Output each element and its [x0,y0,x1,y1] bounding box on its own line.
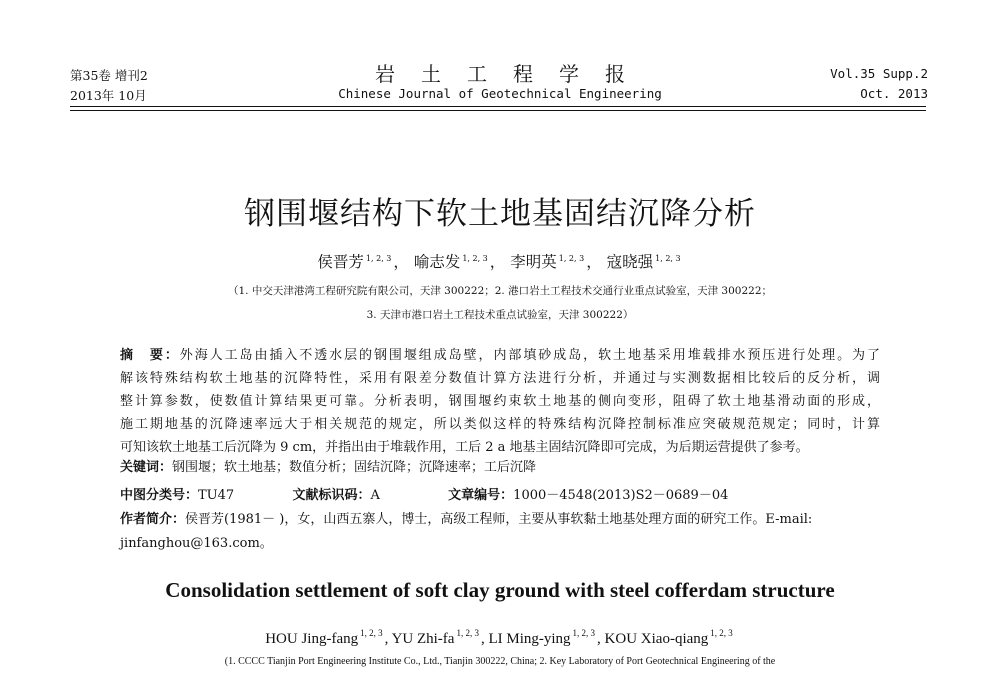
keywords-text: 钢围堰；软土地基；数值分析；固结沉降；沉降速率；工后沉降 [172,460,537,475]
header-rule-thick [70,106,926,107]
author-intro-text: 侯晋芳(1981－ )，女，山西五寨人，博士，高级工程师，主要从事软黏土地基处理方面的研究工作。E-mail: [185,512,813,527]
author-affiliation-marker: 1, 2, 3 [360,628,383,638]
author-email: jinfanghou@163.com。 [120,536,273,551]
abstract-line: 解该特殊结构软土地基的沉降特性，采用有限差分数值计算方法进行分析，并通过与实测数据相比较后的反分析，调 [120,371,880,386]
author-intro [120,508,880,531]
author-list-cn: 侯晋芳 $^{1, 2, 3}$ ， 喻志发 $^{1, 2, 3}$ ， 李明英 $^{1, 2, 3}$ ， 寇晓强 $^{1, 2, 3}$ [317,253,681,271]
affiliation-en: (1. CCCC Tianjin Port Engineering Institute Co., Ltd., Tianjin 300222, China; 2. Key Laboratory of Port Geotechnical Engineering of the [224,656,776,667]
author-name: 李明英 [510,253,557,271]
abstract-line: 摘 要：外海人工岛由插入不透水层的钢围堰组成岛壁，内部填砂成岛，软土地基采用堆载排水预压进行处理。为了 [120,348,880,363]
header-rule-thin [70,110,926,111]
abstract [120,344,880,459]
abstract-line: 可知该软土地基工后沉降为 9 cm，并指出由于堆载作用，工后 2 a 地基主固结沉降即可完成，为后期运营提供了参考。 [120,440,809,455]
article-title-en: Consolidation settlement of soft clay ground with steel cofferdam structure [165,578,835,602]
author-name: 侯晋芳 [317,253,364,271]
keywords-label: 关键词： [120,460,173,475]
author-affiliation-marker: 1, 2, 3 [710,628,733,638]
abstract-line: 整计算参数，使数值计算结果更可靠。分析表明，钢围堰约束软土地基的侧向变形，阻碍了软土地基滑动面的形成， [120,394,880,409]
clc-value: TU47 [198,488,235,503]
author-affiliation-marker: 1, 2, 3 [572,628,596,638]
author-name-en: KOU Xiao-qiang [604,631,709,647]
keywords [120,456,880,479]
article-title-cn: 钢围堰结构下软土地基固结沉降分析 [244,196,756,232]
doc-code-value: A [370,488,380,503]
article-number-label: 文章编号： [448,488,514,503]
abstract-label: 摘 要： [120,348,180,363]
volume-issue-en: Vol.35 Supp.2 [830,66,928,81]
issue-date-cn: 2013年 10月 [70,88,147,103]
clc-label: 中图分类号： [120,488,199,503]
author-affiliation-marker: 1, 2, 3 [558,254,585,263]
author-intro-label: 作者简介： [120,512,186,527]
author-name-en: HOU Jing-fang [265,631,359,647]
author-name-en: LI Ming-ying [488,631,571,647]
affiliation-cn-line-1: （1. 中交天津港湾工程研究院有限公司，天津 300222；2. 港口岩土工程技术交通行业重点试验室，天津 300222； [227,285,773,297]
author-name: 寇晓强 [606,253,654,271]
author-affiliation-marker: 1, 2, 3 [655,254,681,263]
volume-issue: 第35卷 增刊2 [70,68,148,83]
issue-date-en: Oct. 2013 [860,86,928,101]
article-number-value: 1000－4548(2013)S2－0689－04 [513,488,729,503]
journal-title-en: Chinese Journal of Geotechnical Engineering [338,86,662,101]
author-affiliation-marker: 1, 2, 3 [456,628,479,638]
author-affiliation-marker: 1, 2, 3 [365,254,392,263]
classification-line [120,484,880,507]
author-name: 喻志发 [413,253,461,271]
author-affiliation-marker: 1, 2, 3 [462,254,488,263]
abstract-line: 施工期地基的沉降速率远大于相关规范的规定，所以类似这样的特殊结构沉降控制标准应突破规范规定；同时，计算 [120,417,880,432]
doc-code-label: 文献标识码： [292,488,371,503]
affiliation-cn-line-2: 3. 天津市港口岩土工程技术重点试验室，天津 300222） [366,309,634,321]
journal-title-cn: 岩土工程学报 [375,62,651,86]
author-name-en: YU Zhi-fa [391,631,455,647]
author-list-en: HOU Jing-fang $^{1, 2, 3}$ , YU Zhi-fa $^{1, 2, 3}$ , LI Ming-ying $^{1, 2, 3}$ , KOU Xiao-qiang $^{1, 2, 3}$ [265,628,733,647]
